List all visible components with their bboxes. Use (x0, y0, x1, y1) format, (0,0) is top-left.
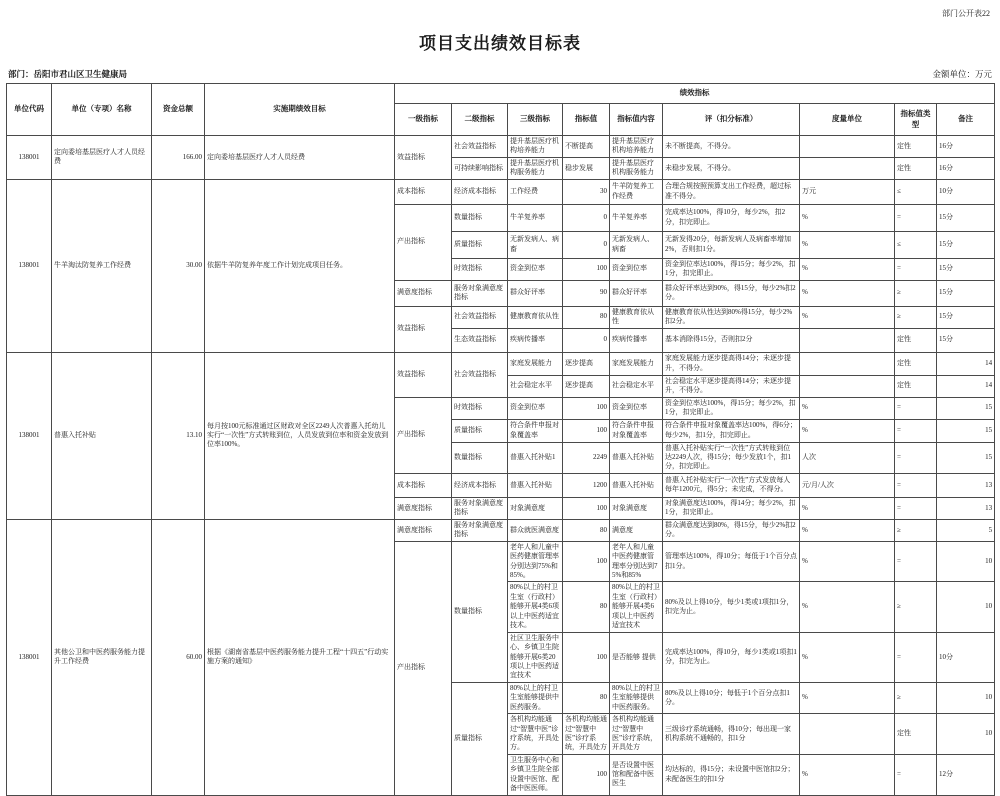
cell-unit: 元/月/人次 (800, 473, 895, 497)
header-level1: 一级指标 (395, 104, 452, 136)
cell-unit: % (800, 397, 895, 419)
cell-level1: 成本指标 (395, 179, 452, 204)
cell-unit (800, 328, 895, 352)
cell-value: 30 (563, 179, 610, 204)
cell-level3: 卫生服务中心和乡镇卫生院全部设置中医馆、配备中医医师。 (508, 754, 563, 795)
cell-goal: 根据《湖南省基层中医药服务能力提升工程“十四五”行动实施方案的通知》 (205, 519, 395, 795)
cell-unit: % (800, 280, 895, 306)
cell-unit: % (800, 258, 895, 280)
cell-type: 定性 (895, 136, 937, 158)
header-value-type: 指标值类型 (895, 104, 937, 136)
cell-level2: 社会效益指标 (452, 352, 508, 397)
cell-remark: 15分 (937, 204, 995, 231)
cell-level3: 工作经费 (508, 179, 563, 204)
cell-type: = (895, 397, 937, 419)
cell-value: 1200 (563, 473, 610, 497)
cell-level1: 产出指标 (395, 204, 452, 280)
cell-type: = (895, 258, 937, 280)
cell-type: = (895, 473, 937, 497)
cell-remark: 15分 (937, 231, 995, 258)
cell-level2: 经济成本指标 (452, 473, 508, 497)
cell-scoring: 无新发得20分，每新发病人及病畜率增加2%，否则扣1分。 (663, 231, 800, 258)
cell-remark: 13 (937, 497, 995, 519)
cell-type: = (895, 442, 937, 473)
cell-remark: 10 (937, 714, 995, 755)
cell-unit: % (800, 497, 895, 519)
cell-unit (800, 352, 895, 375)
cell-type: ≥ (895, 306, 937, 328)
cell-level2: 时效指标 (452, 397, 508, 419)
cell-remark: 10 (937, 541, 995, 582)
cell-scoring: 合理合规按照预算支出工作经费，超过标准不得分。 (663, 179, 800, 204)
header-unit: 度量单位 (800, 104, 895, 136)
cell-level2: 可持续影响指标 (452, 157, 508, 179)
cell-remark: 14 (937, 375, 995, 397)
cell-content: 疾病传播率 (610, 328, 663, 352)
cell-remark: 15分 (937, 280, 995, 306)
cell-level1: 产出指标 (395, 397, 452, 473)
cell-content: 普惠入托补贴 (610, 473, 663, 497)
cell-level2: 社会效益指标 (452, 306, 508, 328)
table-row (7, 179, 995, 204)
cell-remark: 15分 (937, 328, 995, 352)
cell-unit-name: 定向委培基层医疗人才人员经费 (52, 136, 152, 180)
department-label: 部门：岳阳市君山区卫生健康局 (8, 69, 128, 79)
cell-level3: 提升基层医疗机构培养能力 (508, 136, 563, 158)
cell-value: 100 (563, 754, 610, 795)
cell-level1: 满意度指标 (395, 497, 452, 519)
cell-scoring: 完成率达100%，得10分，每少1类或1项扣1分，扣完为止。 (663, 632, 800, 682)
cell-remark: 12分 (937, 754, 995, 795)
header-value-content: 指标值内容 (610, 104, 663, 136)
cell-scoring: 80%及以上得10分，每少1类或1项扣1分，扣完为止。 (663, 582, 800, 632)
cell-value: 80 (563, 682, 610, 713)
cell-level3: 家庭发展能力 (508, 352, 563, 375)
cell-content: 资金到位率 (610, 397, 663, 419)
cell-unit: % (800, 632, 895, 682)
cell-level2: 服务对象满意度指标 (452, 519, 508, 541)
cell-content: 对象满意度 (610, 497, 663, 519)
cell-unit-code: 138001 (7, 136, 52, 180)
cell-scoring: 健康教育依从性达到80%得15分，每少2%扣2分。 (663, 306, 800, 328)
cell-content: 提升基层医疗机构培养能力 (610, 136, 663, 158)
cell-type: = (895, 754, 937, 795)
cell-value: 不断提高 (563, 136, 610, 158)
cell-level3: 符合条件申报对象覆盖率 (508, 419, 563, 442)
cell-value: 100 (563, 632, 610, 682)
cell-remark: 15 (937, 397, 995, 419)
cell-content: 家庭发展能力 (610, 352, 663, 375)
cell-scoring: 家庭发展能力逐步提高得14分；未逐步提升，不得分。 (663, 352, 800, 375)
header-perf-group: 绩效指标 (395, 84, 995, 104)
cell-type: ≤ (895, 231, 937, 258)
cell-unit-code: 138001 (7, 179, 52, 352)
cell-level3: 资金到位率 (508, 258, 563, 280)
cell-value: 2249 (563, 442, 610, 473)
cell-level3: 对象满意度 (508, 497, 563, 519)
cell-value: 稳步发展 (563, 157, 610, 179)
cell-content: 普惠入托补贴 (610, 442, 663, 473)
table-body (7, 136, 995, 796)
cell-content: 80%以上的村卫生室（行政村）能够开展4类6项以上中医药适宜技术 (610, 582, 663, 632)
cell-unit: 万元 (800, 179, 895, 204)
cell-content: 提升基层医疗机构服务能力 (610, 157, 663, 179)
cell-level3: 80%以上的村卫生室能够提供中医药服务。 (508, 682, 563, 713)
cell-type: = (895, 204, 937, 231)
cell-scoring: 三级诊疗系统通畅，得10分；每出现一家机构系统不通畅的，扣1分 (663, 714, 800, 755)
cell-type: = (895, 419, 937, 442)
cell-level3: 无新发病人、病畜 (508, 231, 563, 258)
cell-content: 是否能够 提供 (610, 632, 663, 682)
cell-content: 是否设置中医馆和配备中医医生 (610, 754, 663, 795)
cell-level3: 群众就医满意度 (508, 519, 563, 541)
cell-content: 老年人和儿童中医药健康管理率分别达到75%和85% (610, 541, 663, 582)
table-row (7, 519, 995, 541)
cell-remark: 14 (937, 352, 995, 375)
cell-scoring: 未不断提高，不得分。 (663, 136, 800, 158)
header-level2: 二级指标 (452, 104, 508, 136)
cell-type: 定性 (895, 352, 937, 375)
page-title: 项目支出绩效目标表 (419, 34, 581, 53)
cell-unit: % (800, 204, 895, 231)
cell-level2: 经济成本指标 (452, 179, 508, 204)
cell-unit (800, 375, 895, 397)
table-head (7, 84, 995, 136)
cell-content: 牛羊复养率 (610, 204, 663, 231)
cell-amount: 166.00 (152, 136, 205, 180)
cell-remark: 13 (937, 473, 995, 497)
cell-goal: 依据牛羊防复养年度工作计划完成项目任务。 (205, 179, 395, 352)
cell-content: 牛羊防复养工作经费 (610, 179, 663, 204)
cell-unit: % (800, 306, 895, 328)
doc-label: 部门公开表22 (942, 9, 990, 18)
cell-value: 80 (563, 306, 610, 328)
cell-goal: 定向委培基层医疗人才人员经费 (205, 136, 395, 180)
header-total-amount: 资金总额 (152, 84, 205, 136)
cell-scoring: 群众好评率达到90%，得15分，每少2%扣2分。 (663, 280, 800, 306)
cell-remark: 10 (937, 582, 995, 632)
cell-type: ≥ (895, 682, 937, 713)
cell-value: 100 (563, 258, 610, 280)
cell-value: 80 (563, 582, 610, 632)
cell-remark: 15 (937, 419, 995, 442)
cell-type: ≤ (895, 179, 937, 204)
cell-remark: 15分 (937, 306, 995, 328)
cell-type: = (895, 632, 937, 682)
cell-remark: 10分 (937, 179, 995, 204)
header-remark: 备注 (937, 104, 995, 136)
cell-value: 100 (563, 419, 610, 442)
cell-level1: 效益指标 (395, 136, 452, 180)
table-row (7, 136, 995, 158)
cell-level2: 服务对象满意度指标 (452, 280, 508, 306)
cell-level1: 效益指标 (395, 306, 452, 352)
cell-scoring: 资金到位率达100%，得15分；每少2%，扣1分，扣完即止。 (663, 397, 800, 419)
cell-level3: 群众好评率 (508, 280, 563, 306)
cell-level3: 普惠入托补贴 (508, 473, 563, 497)
cell-value: 0 (563, 231, 610, 258)
header-unit-name: 单位（专项）名称 (52, 84, 152, 136)
cell-level1: 满意度指标 (395, 519, 452, 541)
cell-scoring: 普惠入托补贴实行“一次性”方式转账到位达2249人次，得15分；每少发放1个，扣1分，扣完即止。 (663, 442, 800, 473)
cell-unit: % (800, 582, 895, 632)
header-level3: 三级指标 (508, 104, 563, 136)
cell-level3: 社区卫生服务中心、乡镇卫生院能够开展6类20项以上中医药适宜技术 (508, 632, 563, 682)
cell-level2: 数量指标 (452, 442, 508, 473)
cell-remark: 15分 (937, 258, 995, 280)
cell-unit: % (800, 541, 895, 582)
cell-level3: 健康教育依从性 (508, 306, 563, 328)
cell-type: = (895, 541, 937, 582)
cell-amount: 30.00 (152, 179, 205, 352)
cell-level2: 生态效益指标 (452, 328, 508, 352)
cell-scoring: 管理率达100%，得10分；每低于1个百分点扣1分。 (663, 541, 800, 582)
cell-value: 100 (563, 497, 610, 519)
header-period-goal: 实施期绩效目标 (205, 84, 395, 136)
cell-goal: 每月按100元标准通过区财政对全区2249人次普惠入托幼儿实行“一次性”方式转账到位，人员发放到位率和资金发放到位率100%。 (205, 352, 395, 519)
cell-remark: 16分 (937, 157, 995, 179)
cell-type: ≥ (895, 519, 937, 541)
cell-content: 满意度 (610, 519, 663, 541)
cell-unit (800, 714, 895, 755)
cell-level3: 80%以上的村卫生室（行政村）能够开展4类6项以上中医药适宜技术。 (508, 582, 563, 632)
cell-type: 定性 (895, 375, 937, 397)
cell-content: 资金到位率 (610, 258, 663, 280)
cell-value: 100 (563, 541, 610, 582)
table-row (7, 352, 995, 375)
cell-level2: 社会效益指标 (452, 136, 508, 158)
cell-unit: % (800, 754, 895, 795)
cell-remark: 16分 (937, 136, 995, 158)
cell-type: = (895, 497, 937, 519)
header-unit-code: 单位代码 (7, 84, 52, 136)
cell-unit (800, 157, 895, 179)
cell-remark: 10 (937, 682, 995, 713)
cell-value: 0 (563, 328, 610, 352)
cell-content: 健康教育依从性 (610, 306, 663, 328)
cell-level3: 疾病传播率 (508, 328, 563, 352)
cell-scoring: 社会稳定水平逐步提高得14分；未逐步提升，不得分。 (663, 375, 800, 397)
cell-type: ≥ (895, 582, 937, 632)
cell-level3: 资金到位率 (508, 397, 563, 419)
cell-scoring: 80%及以上得10分；每低于1个百分点扣1分。 (663, 682, 800, 713)
cell-level1: 产出指标 (395, 541, 452, 795)
cell-level2: 质量指标 (452, 682, 508, 795)
cell-level3: 提升基层医疗机构服务能力 (508, 157, 563, 179)
cell-scoring: 对象满意度达100%，得14分；每少2%，扣1分，扣完即止。 (663, 497, 800, 519)
cell-unit: % (800, 419, 895, 442)
cell-scoring: 符合条件申报对象覆盖率达100%，得6分；每少2%，扣1分，扣完即止。 (663, 419, 800, 442)
cell-scoring: 基本消除得15分，否则扣2分 (663, 328, 800, 352)
cell-level3: 老年人和儿童中医药健康管理率分别达到75%和85%。 (508, 541, 563, 582)
cell-content: 无新发病人、病畜 (610, 231, 663, 258)
amount-unit-label: 金额单位：万元 (932, 69, 992, 79)
header-value: 指标值 (563, 104, 610, 136)
meta-row (8, 68, 992, 80)
cell-level2: 数量指标 (452, 541, 508, 682)
cell-unit-code: 138001 (7, 352, 52, 519)
cell-level3: 社会稳定水平 (508, 375, 563, 397)
cell-remark: 5 (937, 519, 995, 541)
cell-level1: 效益指标 (395, 352, 452, 397)
cell-remark: 15 (937, 442, 995, 473)
cell-value: 逐步提高 (563, 375, 610, 397)
cell-amount: 13.10 (152, 352, 205, 519)
cell-level2: 数量指标 (452, 204, 508, 231)
cell-scoring: 均达标的，得15分；未设置中医馆扣2分；未配备医生的扣1分 (663, 754, 800, 795)
cell-level3: 普惠入托补贴1 (508, 442, 563, 473)
cell-level2: 质量指标 (452, 231, 508, 258)
cell-unit-name: 其他公卫和中医药服务能力提升工作经费 (52, 519, 152, 795)
cell-level3: 牛羊复养率 (508, 204, 563, 231)
cell-scoring: 群众满意度达到80%，得15分，每少2%扣2分。 (663, 519, 800, 541)
cell-value: 90 (563, 280, 610, 306)
cell-scoring: 未稳步发展，不得分。 (663, 157, 800, 179)
cell-scoring: 资金到位率达100%，得15分；每少2%，扣1分，扣完即止。 (663, 258, 800, 280)
cell-level1: 成本指标 (395, 473, 452, 497)
cell-level2: 时效指标 (452, 258, 508, 280)
cell-content: 各机构均能通过“智慧中医”诊疗系统，开具处方 (610, 714, 663, 755)
cell-scoring: 完成率达100%，得10分，每少2%，扣2分，扣完即止。 (663, 204, 800, 231)
cell-type: ≥ (895, 280, 937, 306)
cell-amount: 60.00 (152, 519, 205, 795)
header-row-top (7, 84, 995, 104)
cell-value: 0 (563, 204, 610, 231)
cell-content: 社会稳定水平 (610, 375, 663, 397)
cell-type: 定性 (895, 714, 937, 755)
performance-table (6, 83, 995, 796)
cell-unit: 人次 (800, 442, 895, 473)
cell-content: 符合条件申报对象覆盖率 (610, 419, 663, 442)
cell-unit (800, 136, 895, 158)
cell-remark: 10分 (937, 632, 995, 682)
cell-level1: 满意度指标 (395, 280, 452, 306)
cell-value: 80 (563, 519, 610, 541)
cell-unit: % (800, 231, 895, 258)
cell-unit-name: 牛羊淘汰防复养工作经费 (52, 179, 152, 352)
header-scoring: 评（扣分标准） (663, 104, 800, 136)
cell-scoring: 普惠入托补贴实行“一次性”方式发放每人每年1200元，得5分；未完成，不得分。 (663, 473, 800, 497)
cell-unit-code: 138001 (7, 519, 52, 795)
cell-level2: 质量指标 (452, 419, 508, 442)
cell-level3: 各机构均能通过“智慧中医”诊疗系统，开具处方。 (508, 714, 563, 755)
cell-unit: % (800, 682, 895, 713)
cell-value: 100 (563, 397, 610, 419)
cell-unit-name: 普惠入托补贴 (52, 352, 152, 519)
cell-value: 逐步提高 (563, 352, 610, 375)
cell-content: 80%以上的村卫生室能够提供中医药服务。 (610, 682, 663, 713)
cell-unit: % (800, 519, 895, 541)
cell-type: 定性 (895, 328, 937, 352)
cell-content: 群众好评率 (610, 280, 663, 306)
cell-value: 各机构均能通过“智慧中医”诊疗系统，开具处方 (563, 714, 610, 755)
cell-type: 定性 (895, 157, 937, 179)
cell-level2: 服务对象满意度指标 (452, 497, 508, 519)
